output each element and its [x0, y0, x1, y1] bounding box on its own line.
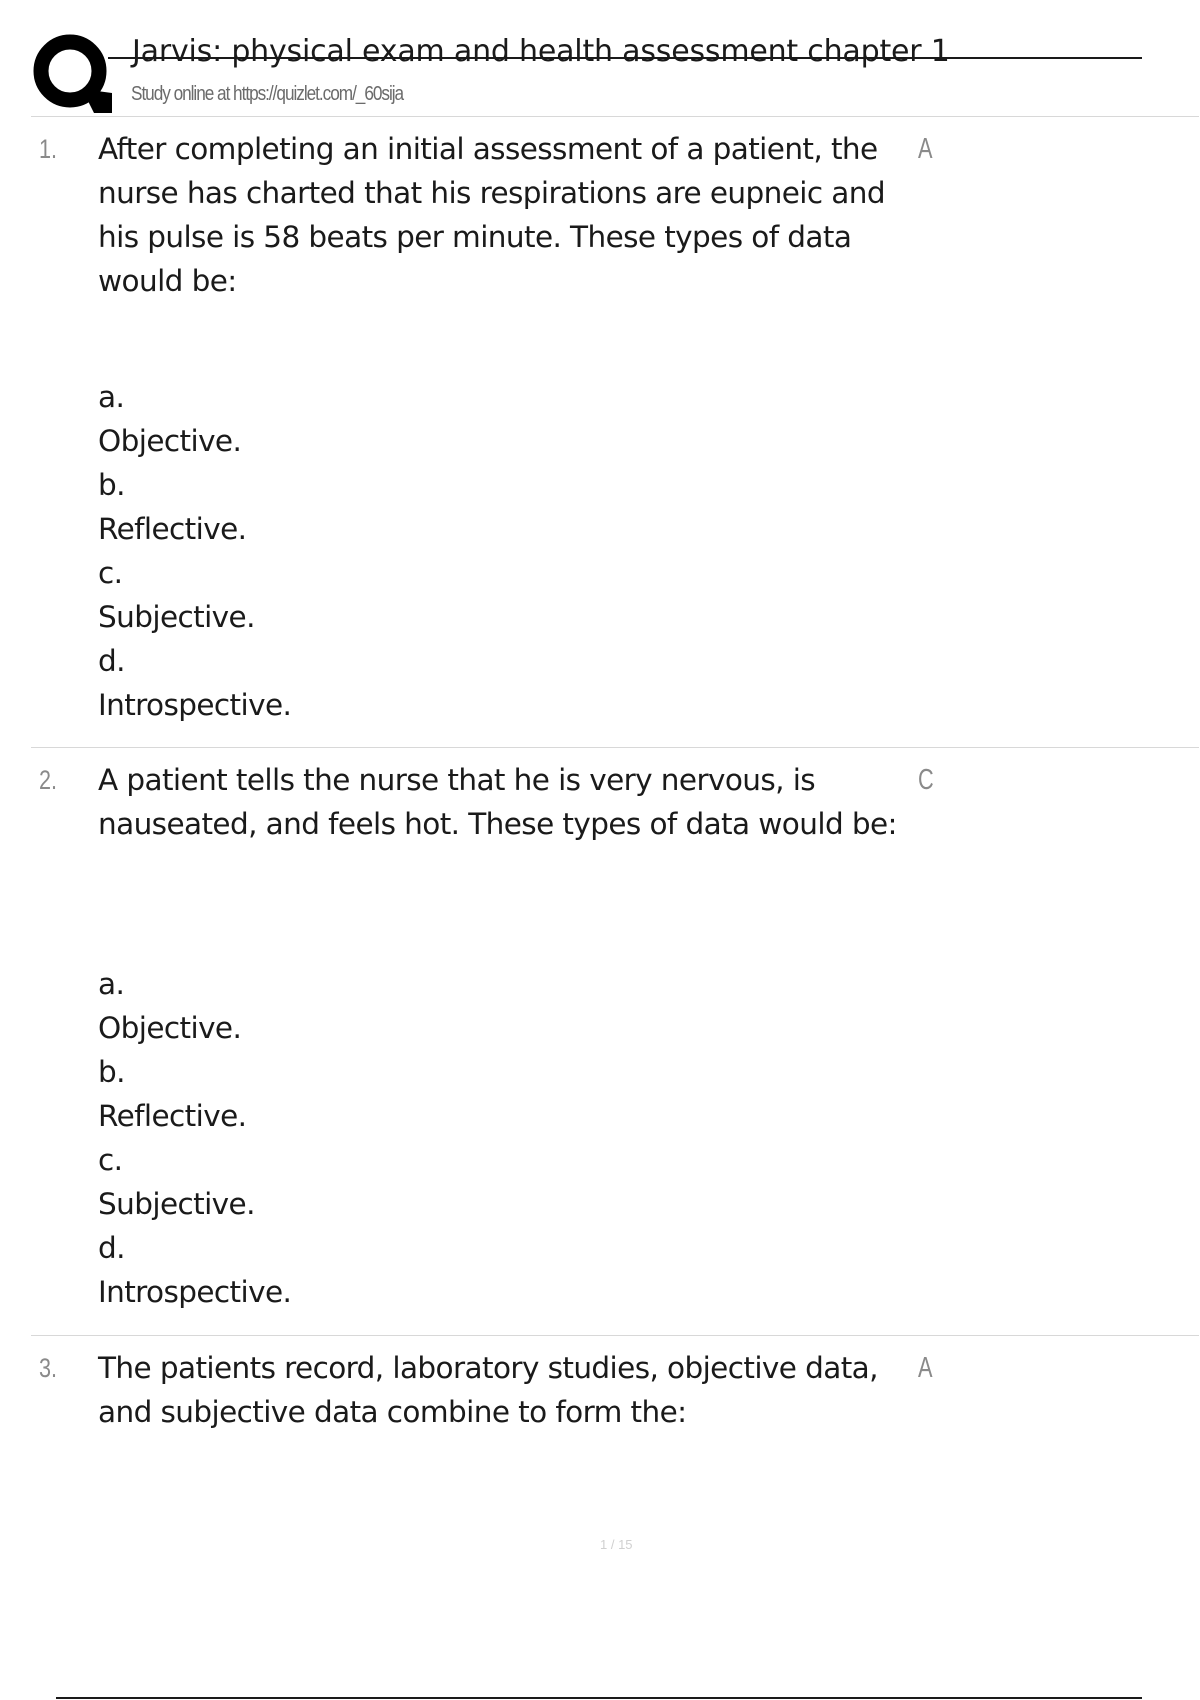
option-item	[98, 1226, 291, 1314]
option-letter: d.	[98, 644, 125, 678]
answer-key: C	[918, 764, 934, 796]
option-letter: a.	[98, 380, 125, 414]
option-item	[98, 1050, 291, 1138]
option-text: Subjective.	[98, 600, 255, 634]
document-header	[0, 0, 1200, 118]
option-letter: a.	[98, 967, 125, 1001]
option-letter: c.	[98, 1143, 123, 1177]
question-divider	[31, 747, 1199, 748]
option-text: Objective.	[98, 424, 242, 458]
option-text: Introspective.	[98, 1275, 292, 1309]
option-text: Reflective.	[98, 1099, 247, 1133]
answer-key: A	[918, 133, 933, 165]
document-subtitle: Study online at https://quizlet.com/_60sija	[131, 83, 404, 105]
option-item	[98, 375, 291, 463]
option-text: Objective.	[98, 1011, 242, 1045]
question-number: 2.	[39, 765, 58, 795]
option-text: Introspective.	[98, 688, 292, 722]
option-letter: b.	[98, 1055, 125, 1089]
document-title: Jarvis: physical exam and health assessment chapter 1	[132, 34, 950, 69]
answer-options	[98, 375, 291, 727]
option-item	[98, 551, 291, 639]
answer-key: A	[918, 1352, 933, 1384]
question-text: After completing an initial assessment of a patient, the nurse has charted that his respirations are eupneic and his pulse is 58 beats per minute. These types of data would be:	[98, 132, 885, 298]
question-text: The patients record, laboratory studies, objective data, and subjective data combine to form the:	[98, 1351, 878, 1429]
header-divider	[31, 116, 1199, 117]
option-letter: c.	[98, 556, 123, 590]
option-item	[98, 463, 291, 551]
question-text: A patient tells the nurse that he is very nervous, is nauseated, and feels hot. These types of data would be:	[98, 763, 897, 841]
option-text: Reflective.	[98, 512, 247, 546]
option-letter: d.	[98, 1231, 125, 1265]
answer-options	[98, 962, 291, 1314]
option-letter: b.	[98, 468, 125, 502]
question-number: 3.	[39, 1353, 58, 1383]
footer-rule	[56, 1697, 1142, 1699]
quizlet-logo-icon	[32, 33, 112, 113]
question-divider	[31, 1335, 1199, 1336]
option-text: Subjective.	[98, 1187, 255, 1221]
page-number: 1 / 15	[600, 1537, 633, 1552]
option-item	[98, 639, 291, 727]
option-item	[98, 1138, 291, 1226]
question-number: 1.	[39, 134, 58, 164]
option-item	[98, 962, 291, 1050]
